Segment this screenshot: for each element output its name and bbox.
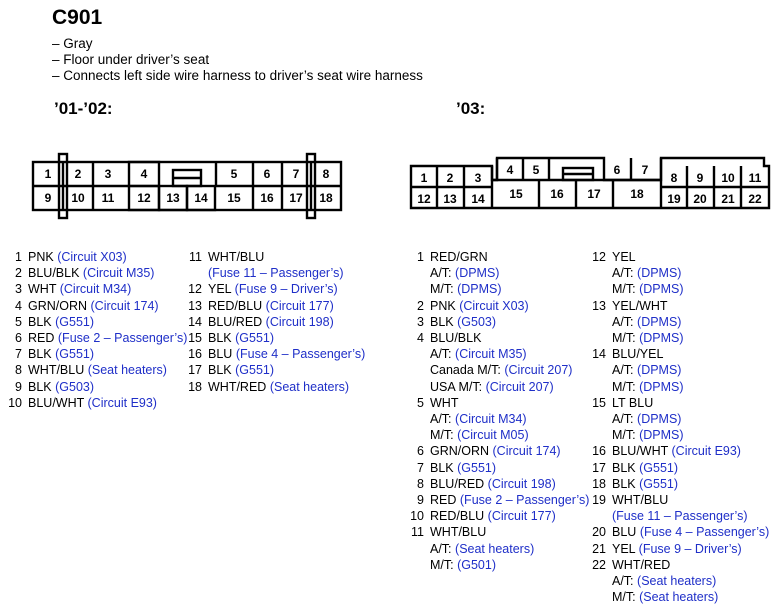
wire-color: A/T: [612,412,634,427]
circuit-ref: (DPMS) [637,314,682,329]
pin-row [4,265,187,281]
pin-row [184,362,365,378]
wire-color: WHT/RED [208,379,267,394]
wire-color: RED [430,493,457,508]
pin-row [404,541,589,557]
pin-row [4,330,187,346]
c1-pin-11: 11 [101,191,115,205]
c2-pin-4: 4 [506,163,514,177]
pinout-list-03-left [404,249,589,573]
pin-row [4,379,187,395]
c2-pin-9: 9 [696,171,704,185]
pinout-list-01-02-right [184,249,365,395]
pin-row [584,557,769,573]
pin-row [584,524,769,540]
pin-number: 13 [592,298,606,313]
wire-color: A/T: [612,314,634,329]
connector-diagram-01-02 [0,0,780,230]
pin-row [404,249,589,265]
wire-color: BLU/BLK [430,331,482,346]
pin-row [404,557,589,573]
pin-row [584,573,769,589]
wire-color: BLU/BLK [28,266,80,281]
circuit-ref: (G551) [235,363,275,378]
pin-row [584,281,769,297]
wire-color: WHT [430,395,459,410]
circuit-ref: (G503) [457,314,497,329]
pin-number: 9 [15,379,22,394]
pin-row [4,281,187,297]
pin-number: 15 [592,395,606,410]
circuit-ref: (Circuit 198) [487,476,556,491]
wire-color: BLK [430,460,454,475]
wire-color: PNK [28,250,54,264]
pin-row [584,298,769,314]
wire-color: USA M/T: [430,379,483,394]
c1-pin-10: 10 [71,191,85,205]
pin-number: 22 [592,557,606,572]
circuit-ref: (DPMS) [639,428,684,443]
pin-number: 8 [417,476,424,491]
circuit-ref: (Circuit M34) [59,282,132,297]
wire-color: BLK [28,379,52,394]
pin-number: 18 [188,379,202,394]
wire-color: BLK [208,363,232,378]
pin-number: 6 [15,331,22,346]
pin-number: 11 [189,250,202,264]
wire-color: PNK [430,298,456,313]
wire-color: M/T: [612,428,636,443]
wire-color: A/T: [430,266,452,281]
c2-pin-14: 14 [471,192,485,206]
wire-color: M/T: [430,282,454,297]
wire-color: Canada M/T: [430,363,501,378]
pin-number: 3 [15,282,22,297]
wire-color: YEL [208,282,232,297]
c2-pin-17: 17 [587,187,601,201]
pin-row [584,427,769,443]
pin-row [584,476,769,492]
wire-color: M/T: [612,282,636,297]
circuit-ref: (G551) [55,314,95,329]
desc-function: – Connects left side wire harness to driver’s seat wire harness [52,68,423,83]
c2-pin-1: 1 [420,171,428,185]
c2-pin-22: 22 [748,192,762,206]
pin-number: 2 [15,266,22,281]
wire-color: M/T: [430,557,454,572]
c2-pin-18: 18 [630,187,644,201]
pin-row [584,492,769,508]
pin-number: 16 [592,444,606,459]
pin-row [584,411,769,427]
pin-row [404,524,589,540]
wire-color: RED [28,331,55,346]
pin-row [584,395,769,411]
wire-color: WHT/BLU [28,363,85,378]
pin-row [584,443,769,459]
pin-number: 10 [8,395,22,410]
circuit-ref: (Circuit M35) [82,266,155,281]
c1-pin-4: 4 [140,167,148,181]
circuit-ref: (Circuit M05) [457,428,529,443]
year-label-03: ’03: [456,99,486,118]
circuit-ref: (Fuse 2 – Passenger’s) [459,493,590,508]
pin-row [404,460,589,476]
c2-pin-7: 7 [641,163,649,177]
pin-number: 18 [592,476,606,491]
c1-pin-16: 16 [260,191,274,205]
pin-row [584,265,769,281]
wire-color: RED/GRN [430,250,488,264]
pin-row [404,362,589,378]
c1-pin-8: 8 [322,167,330,181]
c2-pin-20: 20 [693,192,707,206]
circuit-ref: (Seat heaters) [269,379,350,394]
pin-row [584,314,769,330]
circuit-ref: (DPMS) [455,266,500,281]
c1-pin-18: 18 [319,191,333,205]
circuit-ref: (Circuit M34) [455,412,527,427]
pin-row [4,314,187,330]
pin-row [584,508,769,524]
c2-pin-12: 12 [417,192,431,206]
pin-number: 17 [592,460,606,475]
circuit-ref: (DPMS) [639,379,684,394]
circuit-ref: (Fuse 4 – Passenger’s) [235,347,366,362]
wire-color: BLK [430,314,454,329]
year-label-01-02: ’01-’02: [54,99,113,118]
c2-pin-6: 6 [613,163,621,177]
circuit-ref: (Seat heaters) [639,590,719,605]
c1-pin-6: 6 [263,167,271,181]
c2-pin-2: 2 [446,171,454,185]
wire-color: WHT [28,282,57,297]
c1-pin-14: 14 [194,191,208,205]
c2-pin-3: 3 [474,171,482,185]
wire-color: A/T: [430,412,452,427]
c2-pin-11: 11 [748,171,762,185]
c1-pin-2: 2 [74,167,82,181]
pin-number: 3 [417,314,424,329]
wire-color: WHT/RED [612,557,671,572]
pin-row [404,411,589,427]
circuit-ref: (Seat heaters) [455,541,535,556]
wire-color: BLU [208,347,233,362]
circuit-ref: (G551) [639,460,679,475]
c2-pin-16: 16 [550,187,564,201]
wire-color: BLU/RED [208,314,263,329]
pin-row [4,346,187,362]
pin-row [404,346,589,362]
circuit-ref: (Circuit 177) [265,298,334,313]
circuit-ref: (G551) [235,331,275,346]
circuit-ref: (DPMS) [457,282,502,297]
pin-number: 16 [188,347,202,362]
wire-color: A/T: [612,574,634,589]
c1-pin-7: 7 [292,167,300,181]
pin-row [404,427,589,443]
wire-color: GRN/ORN [28,298,88,313]
c1-pin-1: 1 [44,167,52,181]
wire-color: M/T: [612,379,636,394]
pin-row [404,476,589,492]
pin-row [184,330,365,346]
pin-row [584,330,769,346]
pin-number: 15 [188,331,202,346]
pinout-list-03-right [584,249,769,605]
c2-pin-8: 8 [670,171,678,185]
c2-pin-10: 10 [721,171,735,185]
pin-row [4,362,187,378]
wire-color: BLK [28,347,52,362]
c1-pin-17: 17 [289,191,303,205]
pin-number: 1 [417,250,424,264]
c1-pin-3: 3 [104,167,112,181]
c2-pin-19: 19 [667,192,681,206]
circuit-ref: (Fuse 11 – Passenger’s) [208,266,344,281]
c1-pin-13: 13 [166,191,180,205]
pin-number: 17 [188,363,202,378]
wire-color: RED/BLU [208,298,263,313]
pin-row [584,541,769,557]
wire-color: M/T: [612,331,636,346]
c1-pin-9: 9 [44,191,52,205]
desc-color: – Gray [52,36,93,51]
pin-row [4,395,187,411]
circuit-ref: (Fuse 9 – Driver’s) [234,282,338,297]
pin-row [404,298,589,314]
pin-number: 21 [592,541,606,556]
circuit-ref: (Circuit M35) [455,347,527,362]
wire-color: BLK [28,314,52,329]
circuit-ref: (Circuit 207) [485,379,554,394]
pin-number: 10 [410,509,424,524]
wire-color: BLK [208,331,232,346]
pin-number: 12 [592,250,606,264]
pin-row [404,330,589,346]
circuit-ref: (DPMS) [637,266,682,281]
pin-number: 5 [417,395,424,410]
c1-pin-5: 5 [230,167,238,181]
wire-color: M/T: [430,428,454,443]
circuit-ref: (Circuit 177) [487,509,556,524]
circuit-ref: (DPMS) [637,363,682,378]
pin-number: 12 [188,282,202,297]
wire-color: BLU/RED [430,476,485,491]
pin-row [184,281,365,297]
circuit-ref: (Fuse 2 – Passenger’s) [57,331,188,346]
circuit-ref: (Fuse 11 – Passenger’s) [612,509,748,524]
pin-number: 6 [417,444,424,459]
pin-row [404,395,589,411]
pin-row [184,249,365,265]
circuit-ref: (DPMS) [639,331,684,346]
circuit-ref: (DPMS) [639,282,684,297]
pin-row [184,346,365,362]
circuit-ref: (Seat heaters) [87,363,167,378]
pin-number: 4 [417,331,424,346]
wire-color: A/T: [612,363,634,378]
pin-number: 9 [417,493,424,508]
c1-pin-12: 12 [137,191,151,205]
circuit-ref: (Circuit 207) [504,363,573,378]
pin-number: 11 [411,525,424,540]
wire-color: BLU/YEL [612,347,664,362]
pin-row [4,249,187,265]
pin-row [184,298,365,314]
pin-number: 13 [188,298,202,313]
wire-color: BLU/WHT [28,395,85,410]
pin-number: 20 [592,525,606,540]
wire-color: GRN/ORN [430,444,490,459]
pin-row [404,379,589,395]
circuit-ref: (G501) [457,557,496,572]
wire-color: YEL [612,541,636,556]
pin-row [584,249,769,265]
pin-number: 2 [417,298,424,313]
wire-color: WHT/BLU [430,525,487,540]
wire-color: WHT/BLU [208,250,265,264]
c2-pin-15: 15 [509,187,523,201]
wire-color: A/T: [430,347,452,362]
wire-color: YEL/WHT [612,298,668,313]
wire-color: BLU [612,525,637,540]
circuit-ref: (Fuse 9 – Driver’s) [638,541,742,556]
circuit-ref: (Fuse 4 – Passenger’s) [639,525,770,540]
wire-color: LT BLU [612,395,654,410]
pinout-list-01-02-left [4,249,187,411]
pin-number: 1 [15,250,22,264]
pin-number: 14 [592,347,606,362]
wire-color: BLU/WHT [612,444,669,459]
pin-number: 4 [15,298,22,313]
circuit-ref: (Seat heaters) [637,574,717,589]
circuit-ref: (Circuit 174) [90,298,159,313]
pin-row [4,298,187,314]
pin-row [404,508,589,524]
pin-row [404,265,589,281]
c2-pin-5: 5 [532,163,540,177]
circuit-ref: (Circuit X03) [57,250,127,264]
circuit-ref: (Circuit X03) [459,298,529,313]
wire-color: BLK [612,476,636,491]
pin-row [184,379,365,395]
wire-color: A/T: [612,266,634,281]
pin-row [584,460,769,476]
wire-color: A/T: [430,541,452,556]
pin-number: 7 [15,347,22,362]
wire-color: M/T: [612,590,636,605]
wire-color: BLK [612,460,636,475]
pin-row [184,314,365,330]
circuit-ref: (Circuit E93) [87,395,157,410]
pin-row [184,265,365,281]
circuit-ref: (G551) [55,347,95,362]
pin-row [584,346,769,362]
pin-row [404,443,589,459]
c2-pin-13: 13 [443,192,457,206]
pin-number: 5 [15,314,22,329]
pin-number: 19 [592,493,606,508]
connector-title: C901 [52,6,103,29]
c1-pin-15: 15 [227,191,241,205]
pin-number: 8 [15,363,22,378]
c2-pin-21: 21 [721,192,735,206]
desc-location: – Floor under driver’s seat [52,52,210,67]
pin-number: 14 [188,314,202,329]
pin-number: 7 [417,460,424,475]
wire-color: RED/BLU [430,509,485,524]
pin-row [404,492,589,508]
pin-row [584,379,769,395]
circuit-ref: (Circuit 174) [492,444,561,459]
wire-color: YEL [612,250,636,264]
pin-row [404,314,589,330]
wire-color: WHT/BLU [612,493,669,508]
circuit-ref: (G551) [457,460,497,475]
circuit-ref: (G503) [55,379,95,394]
circuit-ref: (Circuit 198) [265,314,334,329]
circuit-ref: (G551) [639,476,679,491]
circuit-ref: (DPMS) [637,412,682,427]
pin-row [404,281,589,297]
pin-row [584,362,769,378]
circuit-ref: (Circuit E93) [671,444,741,459]
